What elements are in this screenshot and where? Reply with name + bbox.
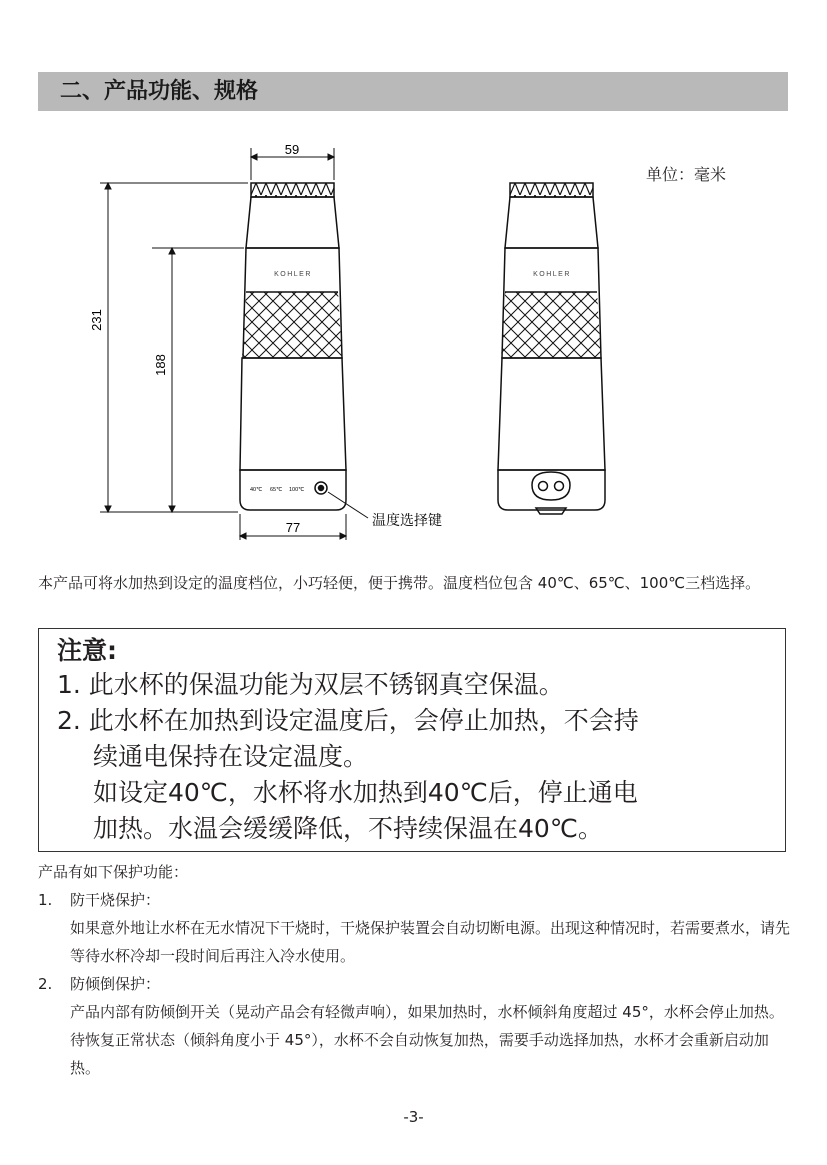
product-dimension-diagram: [0, 130, 827, 550]
temp-label-65: 65℃: [270, 487, 283, 493]
protection-intro: 产品有如下保护功能：: [38, 863, 189, 881]
notice-item-2-line-2: 续通电保持在设定温度。: [93, 742, 369, 771]
notice-item-1: 1. 此水杯的保温功能为双层不锈钢真空保温。: [57, 670, 564, 699]
bottle-front-view: [240, 183, 346, 510]
notice-box: [38, 628, 786, 852]
dim-height-total: 231: [89, 309, 104, 331]
brand-logo-back: KOHLER: [533, 271, 571, 278]
protection-item-text: 如果意外地让水杯在无水情况下干烧时，干烧保护装置会自动切断电源。出现这种情况时，若需要煮水，请先等待水杯冷却一段时间后再注入冷水使用。: [70, 919, 791, 965]
power-connector-icon: [532, 472, 570, 514]
dim-height-body: 188: [153, 354, 168, 376]
protection-item-2: [38, 970, 798, 998]
notice-item-2-line-4: 加热。水温会缓缓降低，不持续保温在40℃。: [93, 814, 603, 843]
protection-item-title: 防干烧保护：: [70, 891, 161, 909]
unit-label: 单位：毫米: [646, 165, 727, 184]
temp-label-100: 100℃: [289, 487, 305, 493]
page-number: -3-: [403, 1108, 424, 1126]
protection-item-number: 1.: [38, 891, 53, 909]
protection-section: [38, 858, 798, 1082]
protection-item-1: [38, 886, 798, 914]
notice-item-2-line-1: 2. 此水杯在加热到设定温度后，会停止加热，不会持: [57, 706, 639, 735]
notice-title: 注意:: [57, 636, 117, 665]
protection-item-text: 产品内部有防倾倒开关（晃动产品会有轻微声响），如果加热时，水杯倾斜角度超过 45°，水杯会停止加热。待恢复正常状态（倾斜角度小于 45°），水杯不会自动恢复加热，需要手动选择加热，水杯才会重新启动加热。: [70, 1003, 784, 1077]
temp-label-40: 40℃: [250, 487, 263, 493]
bottle-back-view: [498, 183, 605, 514]
protection-item-title: 防倾倒保护：: [70, 975, 161, 993]
brand-logo-front: KOHLER: [274, 271, 312, 278]
protection-item-number: 2.: [38, 975, 53, 993]
dim-width-base: 77: [285, 520, 301, 535]
section-title: 二、产品功能、规格: [38, 72, 788, 111]
notice-item-2-line-3: 如设定40℃，水杯将水加热到40℃后，停止通电: [93, 778, 638, 807]
product-description: 本产品可将水加热到设定的温度档位，小巧轻便，便于携带。温度档位包含 40℃、65℃、100℃三档选择。: [38, 574, 761, 592]
temperature-button-label: 温度选择键: [372, 513, 442, 529]
dim-width-top: 59: [284, 142, 300, 157]
